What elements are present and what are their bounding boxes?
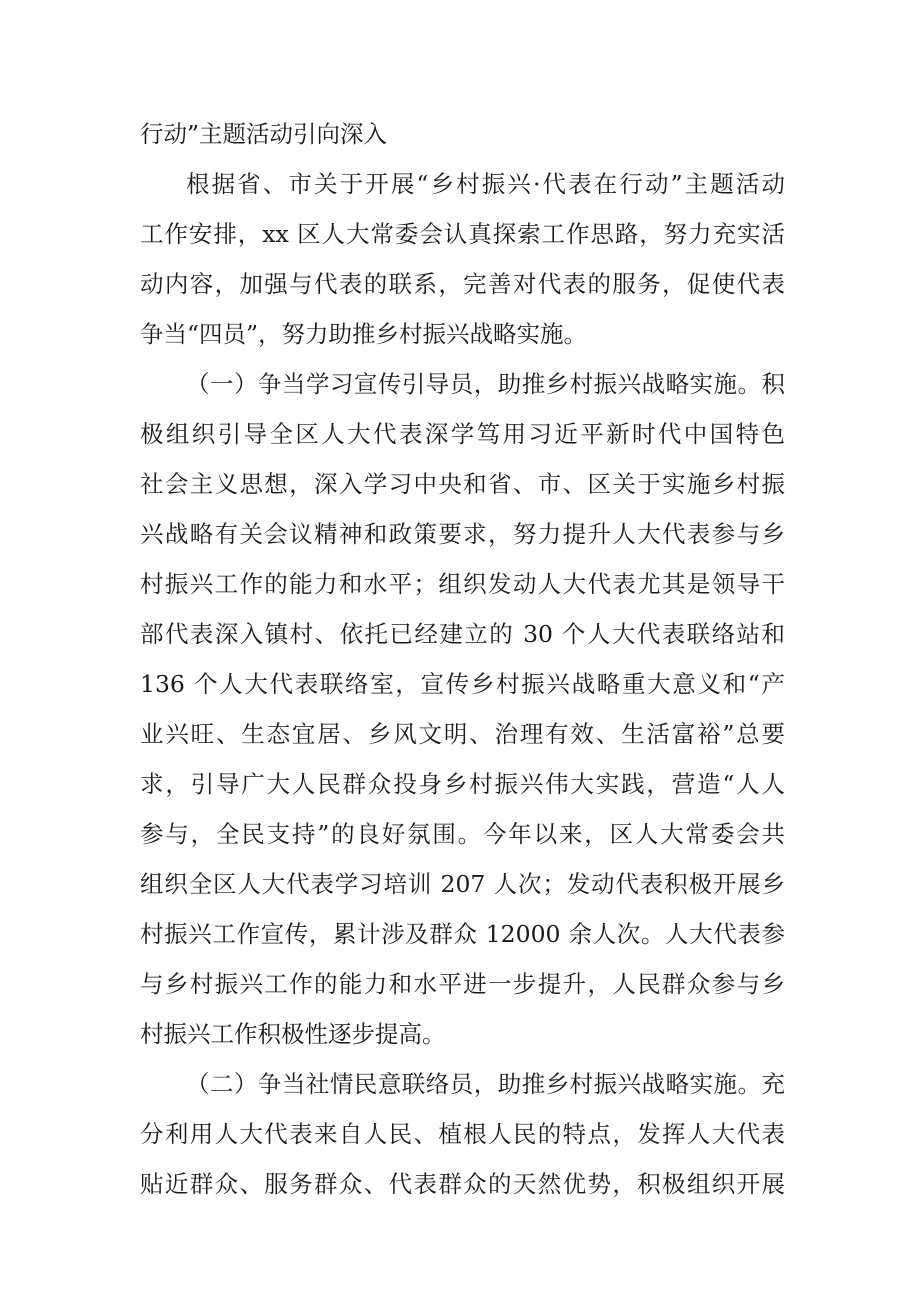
paragraph-line: 工作安排，xx 区人大常委会认真探索工作思路，努力充实活 bbox=[140, 220, 785, 248]
paragraph-line: 动内容，加强与代表的联系，完善对代表的服务，促使代表 bbox=[140, 270, 785, 298]
paragraph-line: 136 个人大代表联络室，宣传乡村振兴战略重大意义和“产 bbox=[140, 670, 785, 698]
paragraph-line: 争当“四员”，努力助推乡村振兴战略实施。 bbox=[140, 320, 588, 348]
paragraph-line: 兴战略有关会议精神和政策要求，努力提升人大代表参与乡 bbox=[140, 520, 785, 548]
paragraph-line: 社会主义思想，深入学习中央和省、市、区关于实施乡村振 bbox=[140, 470, 785, 498]
paragraph-line: 村振兴工作宣传，累计涉及群众 12000 余人次。人大代表参 bbox=[140, 920, 785, 948]
paragraph-line: 根据省、市关于开展“乡村振兴·代表在行动”主题活动 bbox=[186, 170, 785, 198]
paragraph-line: （一）争当学习宣传引导员，助推乡村振兴战略实施。积 bbox=[186, 370, 785, 398]
paragraph-line: 参与，全民支持”的良好氛围。今年以来，区人大常委会共 bbox=[140, 820, 785, 848]
paragraph-line: 业兴旺、生态宜居、乡风文明、治理有效、生活富裕”总要 bbox=[140, 720, 785, 748]
paragraph-line: 分利用人大代表来自人民、植根人民的特点，发挥人大代表 bbox=[140, 1120, 785, 1148]
paragraph-line: 极组织引导全区人大代表深学笃用习近平新时代中国特色 bbox=[140, 420, 785, 448]
heading-continuation-line: 行动”主题活动引向深入 bbox=[140, 120, 388, 148]
paragraph-line: 部代表深入镇村、依托已经建立的 30 个人大代表联络站和 bbox=[140, 620, 785, 648]
paragraph-line: 与乡村振兴工作的能力和水平进一步提升，人民群众参与乡 bbox=[140, 970, 785, 998]
paragraph-line: 贴近群众、服务群众、代表群众的天然优势，积极组织开展 bbox=[140, 1170, 785, 1198]
paragraph-line: 村振兴工作的能力和水平；组织发动人大代表尤其是领导干 bbox=[140, 570, 785, 598]
paragraph-line: 村振兴工作积极性逐步提高。 bbox=[140, 1020, 446, 1048]
paragraph-line: 组织全区人大代表学习培训 207 人次；发动代表积极开展乡 bbox=[140, 870, 785, 898]
paragraph-line: 求，引导广大人民群众投身乡村振兴伟大实践，营造“人人 bbox=[140, 770, 785, 798]
paragraph-line: （二）争当社情民意联络员，助推乡村振兴战略实施。充 bbox=[186, 1070, 785, 1098]
